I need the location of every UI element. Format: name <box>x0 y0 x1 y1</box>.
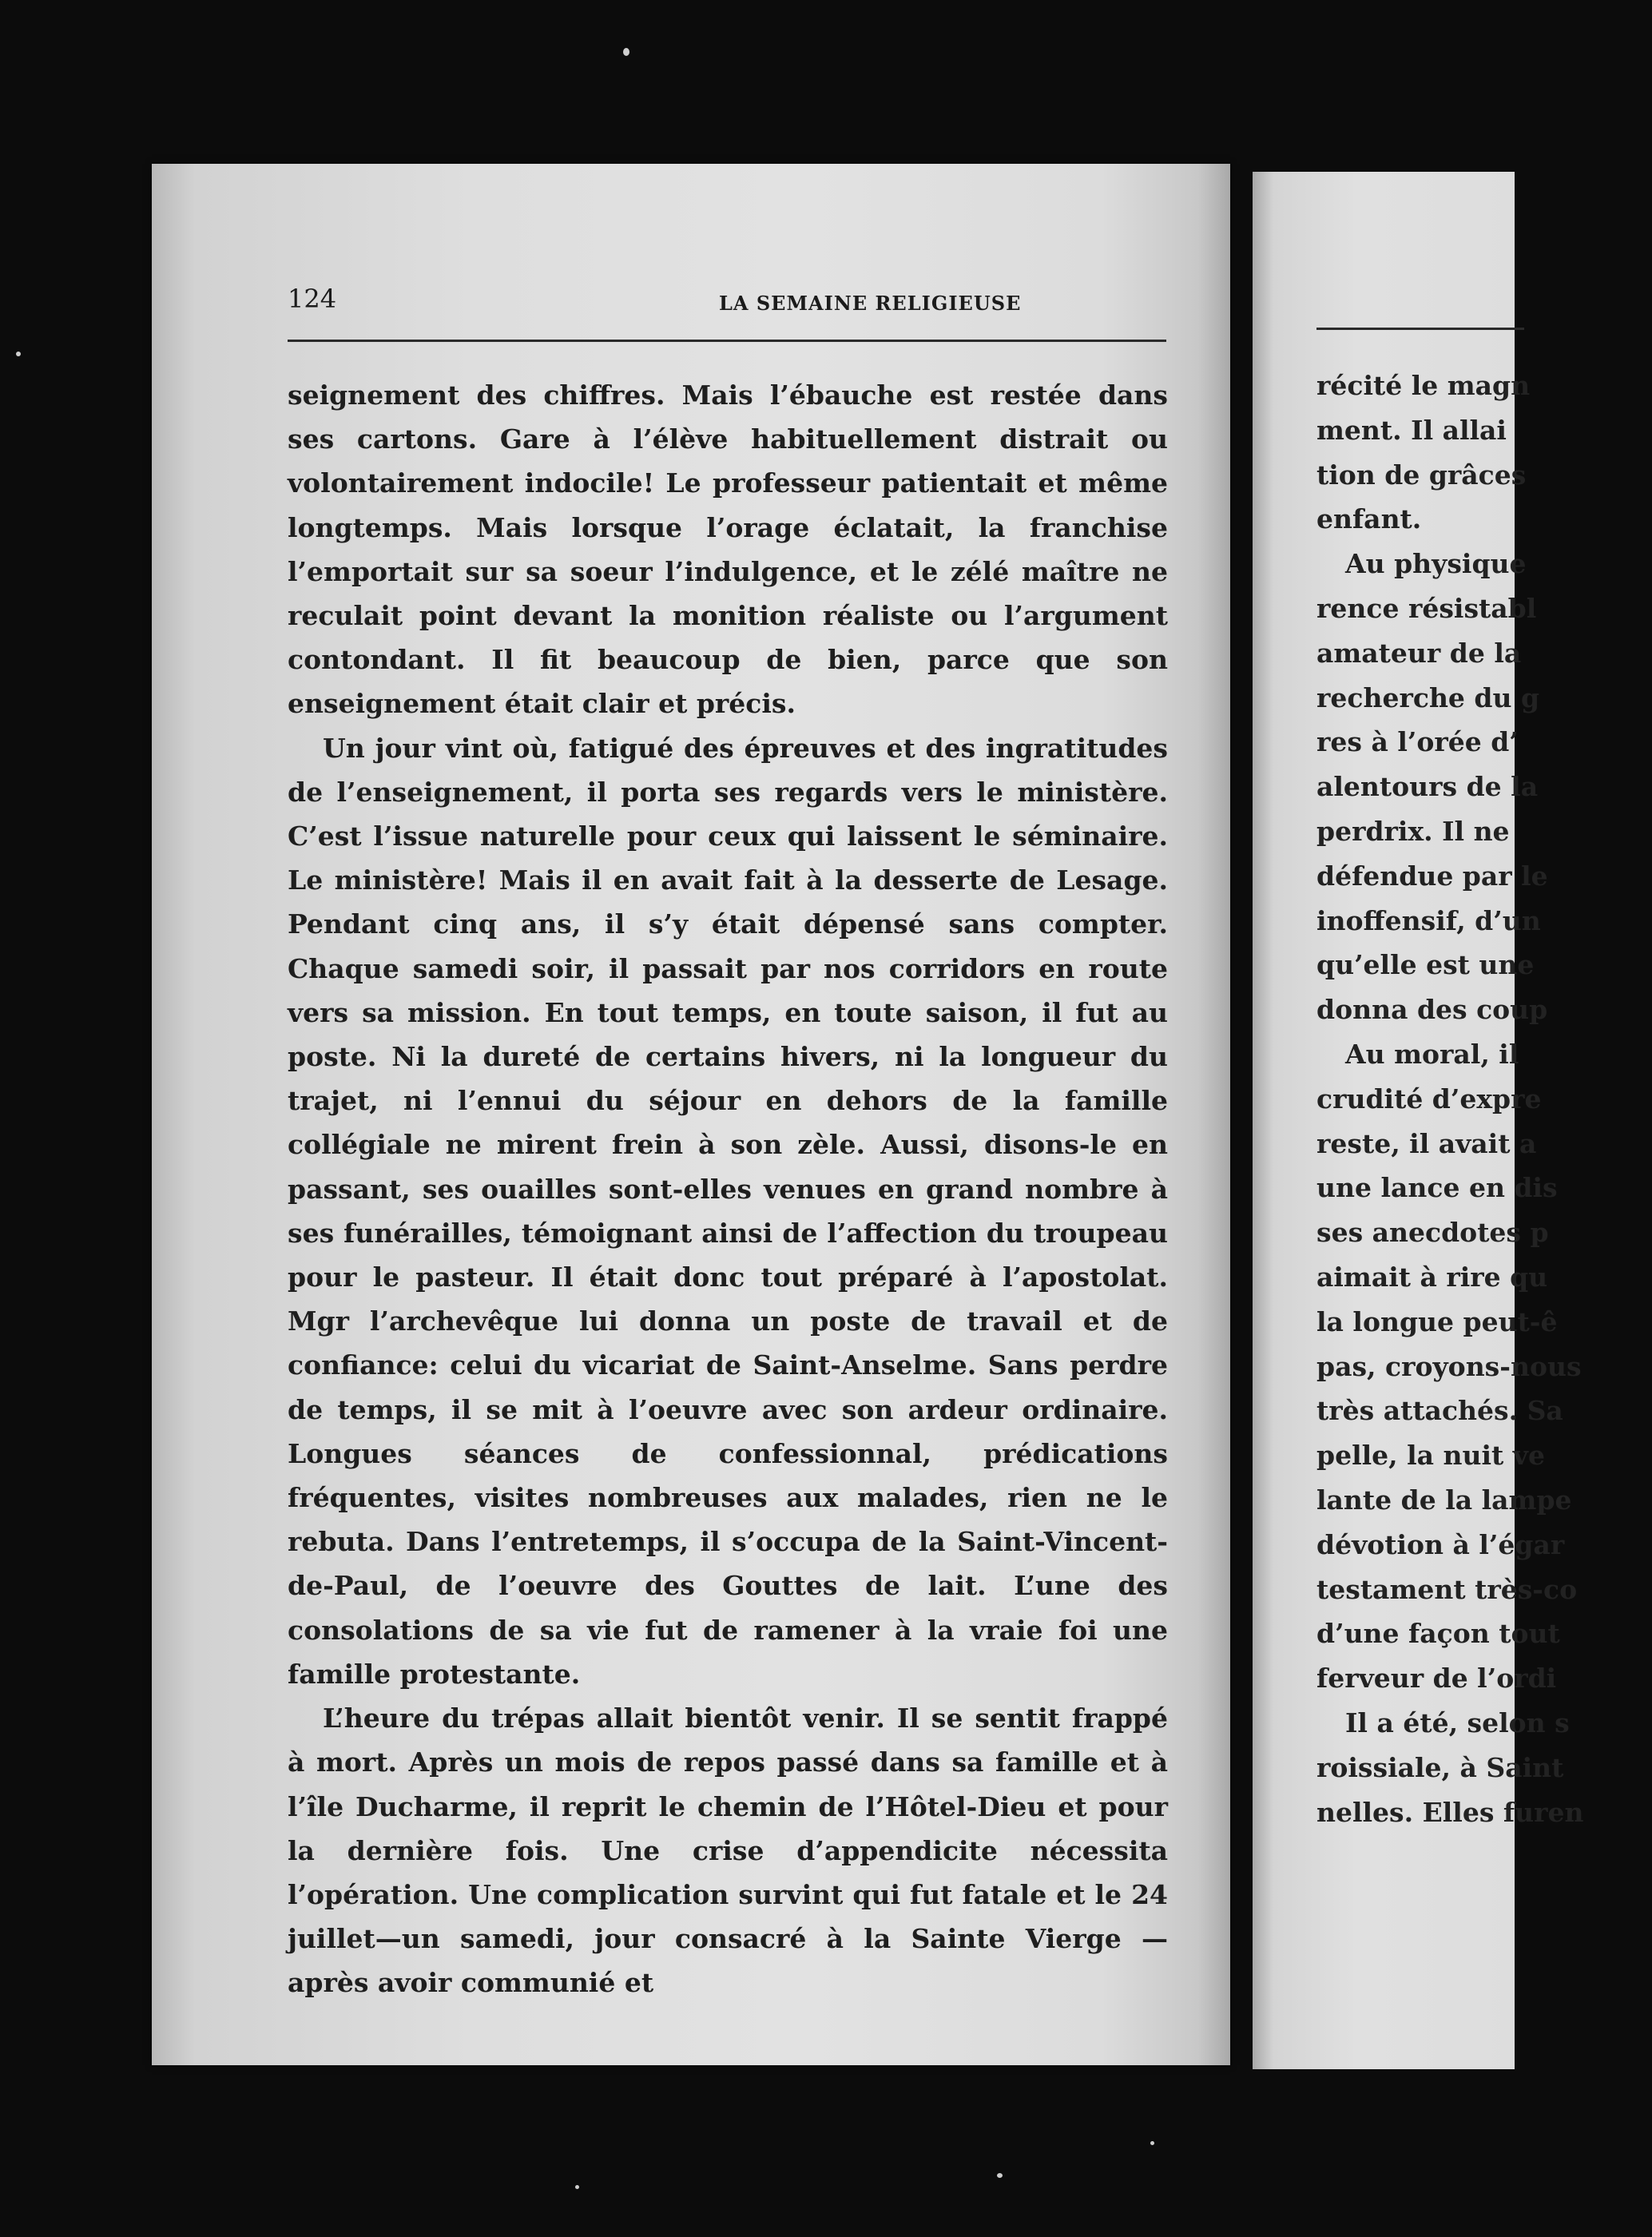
text-line: ment. Il allai <box>1316 414 1507 446</box>
page-number: 124 <box>288 284 337 314</box>
text-line: amateur de la <box>1316 637 1522 669</box>
text-line: récité le magn <box>1316 370 1531 401</box>
text-line: qu’elle est une <box>1316 949 1535 981</box>
header-rule <box>1316 328 1524 330</box>
text-line: reste, il avait a <box>1316 1127 1537 1159</box>
paragraph: seignement des chiffres. Mais l’ébauche est restée dans ses cartons. Gare à l’élève habituellement distrait ou volontairement indocile! Le professeur patientait et même longtemps. Mais lorsque l’orage éclatait, la franchise l’emportait sur sa soeur l’indulgence, et le zélé maître ne reculait point devant la monition réaliste ou l’argument contondant. Il fit beaucoup de bien, parce que son enseignement était clair et précis. <box>288 379 1168 720</box>
text-line: la longue peut-ê <box>1316 1305 1558 1337</box>
left-page <box>152 164 1230 2065</box>
right-page <box>1253 172 1584 2069</box>
text-line: aimait à rire qu <box>1316 1261 1548 1293</box>
paragraph: Un jour vint où, fatigué des épreuves et des ingratitudes de l’enseignement, il porta ses regards vers le ministère. C’est l’issue naturelle pour ceux qui laissent le séminaire. Le ministère! Mais il en avait fait à la desserte de Lesage. Pendant cinq ans, il s’y était dépensé sans compter. Chaque samedi soir, il passait par nos corridors en route vers sa mission. En tout temps, en toute saison, il fut au poste. Ni la dureté de certains hivers, ni la longueur du trajet, ni l’ennui du séjour en dehors de la famille collégiale ne mirent frein à son zèle. Aussi, disons-le en passant, ses ouailles sont-elles venues en grand nombre à ses funérailles, témoignant ainsi de l’affection du troupeau pour le pasteur. Il était donc tout préparé à l’apostolat. Mgr l’archevêque lui donna un poste de travail et de confiance: celui du vicariat de Saint-Anselme. Sans perdre de temps, il se mit à l’oeuvre avec son ardeur ordinaire. Longues séances de confessionnal, prédications fréquentes, visites nombreuses aux malades, rien ne le rebuta. Dans l’entretemps, il s’occupa de la Saint-Vincent-de-Paul, de l’oeuvre des Gouttes de lait. L’une des consolations de sa vie fut de ramener à la vraie foi une famille protestante. <box>288 732 1168 1690</box>
text-line: perdrix. Il ne <box>1316 815 1510 847</box>
text-line: recherche du g <box>1316 681 1540 713</box>
body-text <box>288 373 1168 2005</box>
text-line: crudité d’expre <box>1316 1083 1542 1115</box>
dust-speck <box>997 2173 1003 2178</box>
text-line: enfant. <box>1316 503 1422 535</box>
header-rule <box>288 340 1166 342</box>
running-head <box>288 284 1326 320</box>
text-line: lante de la lampe <box>1316 1484 1572 1516</box>
text-line: ses anecdotes p <box>1316 1217 1549 1249</box>
dust-speck <box>623 48 629 56</box>
text-line: Au physique <box>1345 548 1527 580</box>
paragraph: L’heure du trépas allait bientôt venir. Il se sentit frappé à mort. Après un mois de repos passé dans sa famille et à l’île Ducharme, il reprit le chemin de l’Hôtel-Dieu et pour la dernière fois. Une crise d’appendicite nécessita l’opération. Une complication survint qui fut fatale et le 24 juillet—un samedi, jour consacré à la Sainte Vierge — après avoir communié et <box>288 1703 1168 1999</box>
text-line: rence résistabl <box>1316 592 1537 624</box>
text-line: testament très-co <box>1316 1573 1578 1605</box>
text-line: ferveur de l’ordi <box>1316 1663 1557 1695</box>
text-line: inoffensif, d’un <box>1316 904 1541 936</box>
dust-speck <box>1150 2141 1154 2145</box>
text-line: défendue par le <box>1316 860 1548 892</box>
running-head-title: LA SEMAINE RELIGIEUSE <box>719 292 1022 315</box>
dust-speck <box>575 2185 579 2189</box>
text-line: pelle, la nuit ve <box>1316 1440 1545 1472</box>
text-line: nelles. Elles furen <box>1316 1796 1584 1828</box>
text-line: dévotion à l’égar <box>1316 1528 1565 1560</box>
text-line: tion de grâces <box>1316 459 1527 491</box>
text-line: roissiale, à Saint <box>1316 1751 1564 1783</box>
text-line: très attachés. Sa <box>1316 1395 1563 1427</box>
text-line: donna des coup <box>1316 994 1548 1026</box>
text-line: res à l’orée d’ <box>1316 726 1519 758</box>
text-line: pas, croyons-nous <box>1316 1350 1582 1382</box>
right-page-text <box>1316 364 1652 1834</box>
text-line: une lance en dis <box>1316 1172 1558 1204</box>
dust-speck <box>16 352 21 356</box>
text-line: alentours de la <box>1316 771 1539 803</box>
text-line: Au moral, il <box>1345 1038 1519 1070</box>
text-line: d’une façon tout <box>1316 1618 1560 1650</box>
text-line: Il a été, selon s <box>1345 1707 1570 1738</box>
